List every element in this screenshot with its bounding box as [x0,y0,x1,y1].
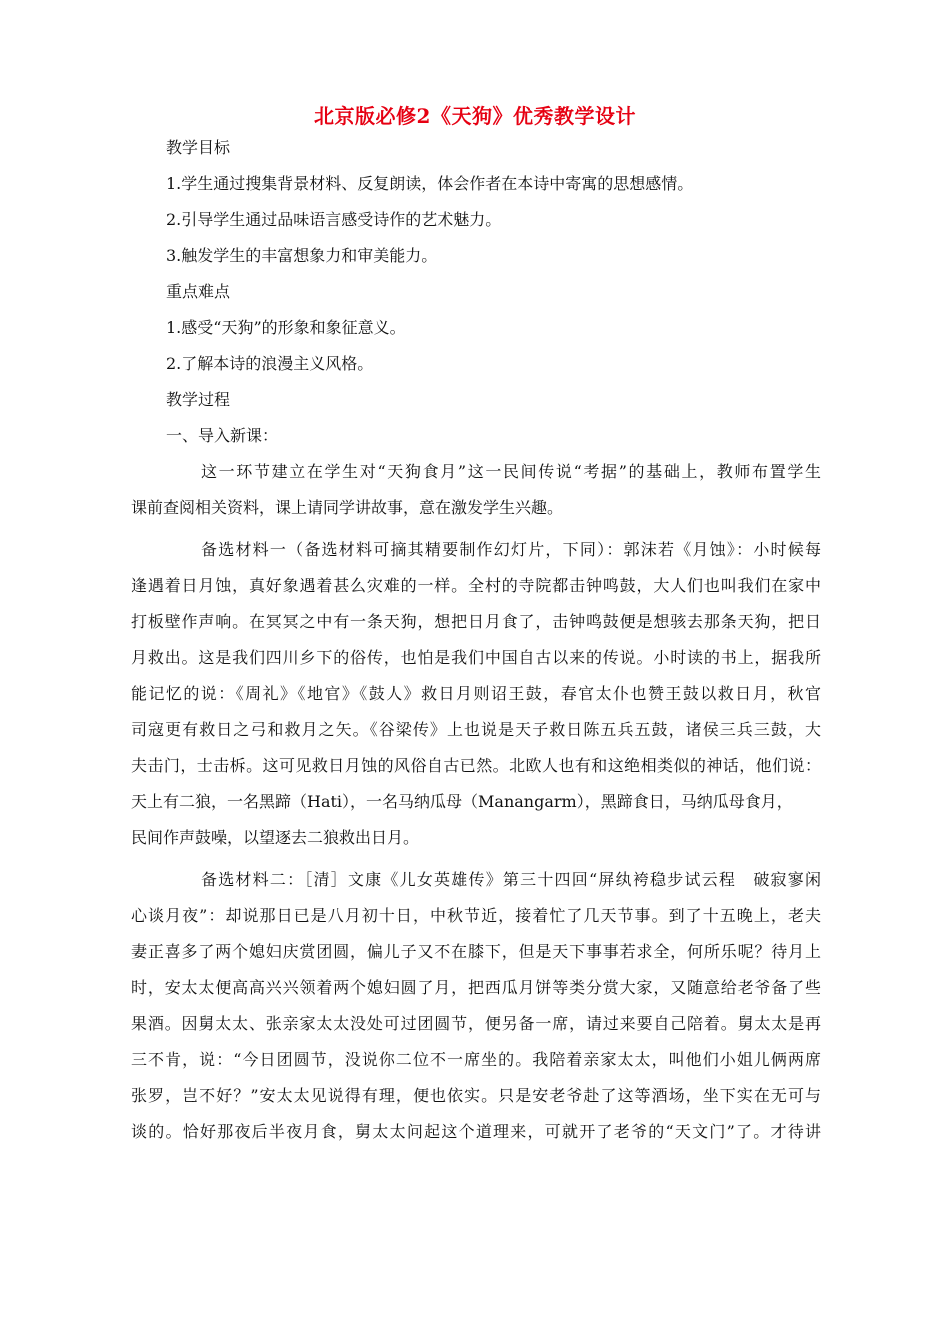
objective-item: 1.学生通过搜集背景材料、反复朗读，体会作者在本诗中寄寓的思想感情。 [166,174,694,193]
keypoint-item: 2.了解本诗的浪漫主义风格。 [166,354,374,373]
material1-line: 打板壁作声响。在冥冥之中有一条天狗，想把日月食了，击钟鸣鼓便是想骇去那条天狗，把日 [131,612,821,631]
material2-line: 三不肯，说：“今日团圆节，没说你二位不一席坐的。我陪着亲家太太，叫他们小姐儿俩两席 [131,1050,821,1069]
material2-line: 备选材料二：［清］文康《儿女英雄传》第三十四回“屏纨袴稳步试云程 破寂寥闲 [201,870,821,889]
material1-line: 夫击门，士击柝。这可见救日月蚀的风俗自古已然。北欧人也有和这绝相类似的神话，他们说： [131,756,821,775]
material2-line: 谈的。恰好那夜后半夜月食，舅太太问起这个道理来，可就开了老爷的“天文门”了。才待讲 [131,1122,821,1141]
material2-line: 妻正喜多了两个媳妇庆赏团圆，偏儿子又不在膝下，但是天下事事若求全，何所乐呢？待月上 [131,942,821,961]
material1-line: 民间作声鼓噪，以望逐去二狼救出日月。 [131,828,420,847]
intro-paragraph-line: 课前查阅相关资料，课上请同学讲故事，意在激发学生兴趣。 [131,498,564,517]
material1-line: 月救出。这是我们四川乡下的俗传，也怕是我们中国自古以来的传说。小时读的书上，据我所 [131,648,821,667]
keypoints-heading: 重点难点 [166,282,231,301]
material1-line: 天上有二狼，一名黑蹄（Hati），一名马纳瓜母（Manangarm），黑蹄食日，马纳瓜母食月， [131,792,793,811]
material1-line: 逢遇着日月蚀，真好象遇着甚么灾难的一样。全村的寺院都击钟鸣鼓，大人们也叫我们在家中 [131,576,821,595]
process-heading: 教学过程 [166,390,231,409]
material2-line: 张罗，岂不好？”安太太见说得有理，便也依实。只是安老爷赴了这等酒场，坐下实在无可与 [131,1086,821,1105]
material2-line: 果酒。因舅太太、张亲家太太没处可过团圆节，便另备一席，请过来要自己陪着。舅太太是再 [131,1014,821,1033]
material1-line: 能记忆的说：《周礼》《地官》《鼓人》救日月则诏王鼓，春官太仆也赞王鼓以救日月，秋官 [131,684,821,703]
objective-item: 2.引导学生通过品味语言感受诗作的艺术魅力。 [166,210,502,229]
material1-line: 司寇更有救日之弓和救月之矢。《谷梁传》上也说是天子救日陈五兵五鼓，诸侯三兵三鼓，大 [131,720,821,739]
material2-line: 时，安太太便高高兴兴领着两个媳妇圆了月，把西瓜月饼等类分赏大家，又随意给老爷备了些 [131,978,821,997]
intro-paragraph-line: 这一环节建立在学生对“天狗食月”这一民间传说“考据”的基础上，教师布置学生 [201,462,821,481]
step-heading: 一、导入新课： [166,426,279,445]
objectives-heading: 教学目标 [166,138,231,157]
keypoint-item: 1.感受“天狗”的形象和象征意义。 [166,318,406,337]
material1-line: 备选材料一（备选材料可摘其精要制作幻灯片，下同）：郭沫若《月蚀》：小时候每 [201,540,821,559]
objective-item: 3.触发学生的丰富想象力和审美能力。 [166,246,438,265]
material2-line: 心谈月夜”：却说那日已是八月初十日，中秋节近，接着忙了几天节事。到了十五晚上，老夫 [131,906,821,925]
document-title: 北京版必修2《天狗》优秀教学设计 [314,104,636,128]
